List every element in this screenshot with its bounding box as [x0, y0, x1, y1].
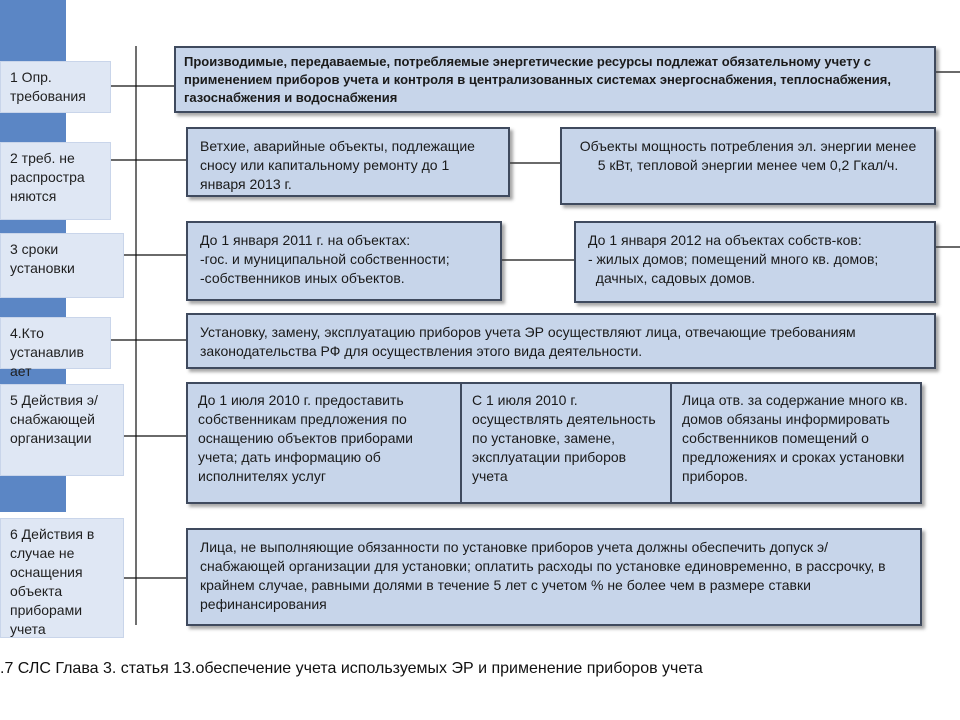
supplier-actions-box [186, 382, 922, 504]
sidebar-item-installers: 4.Кто устанавлив ает [0, 317, 111, 369]
deadline-2011-box: До 1 января 2011 г. на объектах: -гос. и муниципальной собственности; -собственников иных объектов. [186, 221, 502, 301]
requirements-box: Производимые, передаваемые, потребляемые энергетические ресурсы подлежат обязательному учету с применением приборов учета и контроля в централизованных системах энергоснабжения, теплоснабжения, газоснабжения и водоснабжения [174, 46, 936, 113]
footer-caption: .7 СЛС Глава 3. статья 13.обеспечение учета используемых ЭР и применение приборов учета [0, 660, 703, 677]
deadline-2012-box: До 1 января 2012 на объектах собств-ков: - жилых домов; помещений много кв. домов; дачных, садовых домов. [574, 221, 936, 303]
exempt-small-consumers-box: Объекты мощность потребления эл. энергии менее 5 кВт, тепловой энергии менее чем 0,2 Гкал/ч. [560, 127, 936, 205]
action-cell-installation: С 1 июля 2010 г. осуществлять деятельность по установке, замене, эксплуатации приборов учета [462, 384, 672, 502]
sidebar-item-requirements: 1 Опр. требования [0, 61, 111, 113]
sidebar-item-noncompliance: 6 Действия в случае не оснащения объекта приборами учета [0, 518, 124, 638]
noncompliance-box: Лица, не выполняющие обязанности по установке приборов учета должны обеспечить допуск э/снабжающей организации для установки; оплатить расходы по установке единовременно, в рассрочку, в крайнем случае, равными долями в течение 5 лет с учетом % не более чем в размере ставки рефинансирования [186, 528, 922, 626]
sidebar-item-exemptions: 2 треб. не распростра няются [0, 142, 111, 220]
sidebar-item-supplier-actions: 5 Действия э/снабжающей организации [0, 384, 124, 476]
installers-box: Установку, замену, эксплуатацию приборов учета ЭР осуществляют лица, отвечающие требованиям законодательства РФ для осуществления этого вида деятельности. [186, 313, 936, 369]
action-cell-apartment-buildings: Лица отв. за содержание много кв. домов обязаны информировать собственников помещений о предложениях и сроках установки приборов. [682, 392, 908, 484]
exempt-old-objects-box: Ветхие, аварийные объекты, подлежащие сносу или капитальному ремонту до 1 января 2013 г. [186, 127, 510, 197]
action-cell-proposals: До 1 июля 2010 г. предоставить собственникам предложения по оснащению объектов приборами учета; дать информацию об исполнителях услуг [188, 384, 462, 502]
sidebar-item-deadlines: 3 сроки установки [0, 233, 124, 298]
